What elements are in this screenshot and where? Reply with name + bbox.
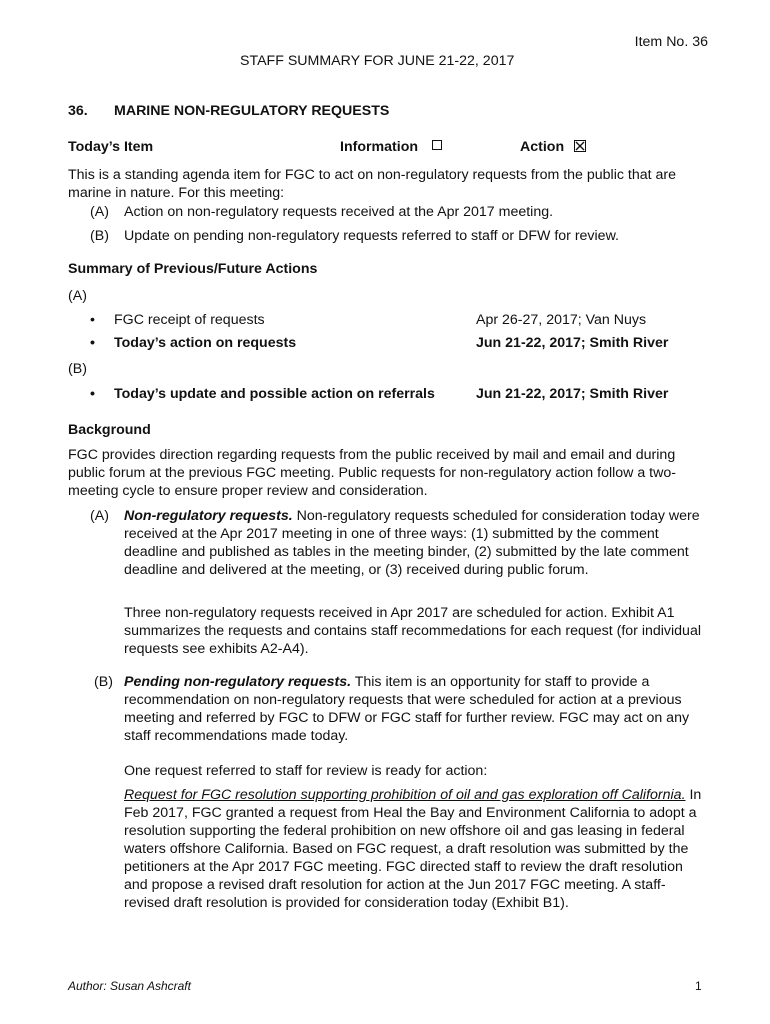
- background-a-letter: (A): [90, 508, 109, 524]
- action-date: Jun 21-22, 2017; Smith River: [476, 335, 669, 351]
- action-date: Apr 26-27, 2017; Van Nuys: [476, 312, 647, 328]
- list-text: Action on non-regulatory requests received at the Apr 2017 meeting.: [124, 204, 554, 220]
- list-letter: (A): [90, 204, 109, 220]
- information-label: Information: [340, 139, 419, 155]
- background-b-request-title: Request for FGC resolution supporting prohibition of oil and gas exploration off California.: [124, 787, 686, 803]
- group-a-label: (A): [68, 288, 87, 304]
- item-number: Item No. 36: [634, 34, 708, 50]
- background-b-request: [124, 786, 708, 912]
- agenda-number: 36.: [68, 103, 88, 119]
- summary-actions-heading: Summary of Previous/Future Actions: [68, 261, 318, 277]
- bullet-icon: •: [90, 312, 95, 328]
- list-letter: (B): [90, 228, 109, 244]
- background-b-request-text: In Feb 2017, FGC granted a request from Heal the Bay and Environment California to adopt a resolution supporting the federal prohibition on new offshore oil and gas leasing in federal waters offshore California. Based on FGC request, a draft resolution was submitted by the petitioners at the Apr 2017 FGC meeting. FGC directed staff to review the draft resolution and propose a revised draft resolution for action at the Jun 2017 FGC meeting. A staff-revised draft resolution is provided for consideration today (Exhibit B1).: [124, 787, 702, 911]
- action-text: Today’s action on requests: [114, 335, 297, 351]
- background-b-text: This item is an opportunity for staff to provide a recommendation on non-regulatory requests that were scheduled for action at a previous meeting and referred by FGC to DFW or FGC staff for further review. FGC may act on any staff recommendations made today.: [124, 674, 690, 744]
- action-text: FGC receipt of requests: [114, 312, 265, 328]
- bullet-icon: •: [90, 386, 95, 402]
- checked-x-icon: [575, 141, 585, 151]
- background-b-paragraph: [124, 673, 708, 745]
- intro-paragraph: This is a standing agenda item for FGC to act on non-regulatory requests from the public that are marine in nature. For this meeting:: [68, 167, 677, 201]
- footer-author: Author: Susan Ashcraft: [68, 979, 191, 993]
- action-date: Jun 21-22, 2017; Smith River: [476, 386, 669, 402]
- action-checkbox: [574, 140, 586, 152]
- background-a-paragraph-2: Three non-regulatory requests received in Apr 2017 are scheduled for action. Exhibit A1 summarizes the requests and contains staff recommedations for each request (for individual requests see exhibits A2-A4).: [124, 605, 701, 657]
- background-paragraph: FGC provides direction regarding requests from the public received by mail and email and during public forum at the previous FGC meeting. Public requests for non-regulatory action follow a two-meeting cycle to ensure proper review and consideration.: [68, 447, 676, 499]
- action-text: Today’s update and possible action on referrals: [114, 386, 435, 402]
- list-text: Update on pending non-regulatory requests referred to staff or DFW for review.: [124, 228, 619, 244]
- todays-item-label: Today’s Item: [68, 139, 154, 155]
- background-b-letter: (B): [94, 674, 113, 690]
- action-label: Action: [520, 139, 565, 155]
- background-heading: Background: [68, 422, 151, 438]
- summary-title: STAFF SUMMARY FOR JUNE 21-22, 2017: [240, 53, 515, 69]
- bullet-icon: •: [90, 335, 95, 351]
- agenda-title: MARINE NON-REGULATORY REQUESTS: [114, 103, 390, 119]
- group-b-label: (B): [68, 361, 87, 377]
- background-a-title: Non-regulatory requests.: [124, 508, 293, 524]
- background-b-title: Pending non-regulatory requests.: [124, 674, 352, 690]
- background-a-paragraph: [124, 507, 708, 579]
- background-a-text: Non-regulatory requests scheduled for consideration today were received at the Apr 2017 meeting in one of three ways: (1) submitted by the comment deadline and published as tables in the meeting binder, (2) submitted by the late comment deadline and delivered at the meeting, or (3) received during public forum.: [124, 508, 700, 578]
- page-number: 1: [695, 979, 702, 993]
- information-checkbox: [432, 140, 442, 150]
- background-b-paragraph-2: One request referred to staff for review is ready for action:: [124, 763, 488, 779]
